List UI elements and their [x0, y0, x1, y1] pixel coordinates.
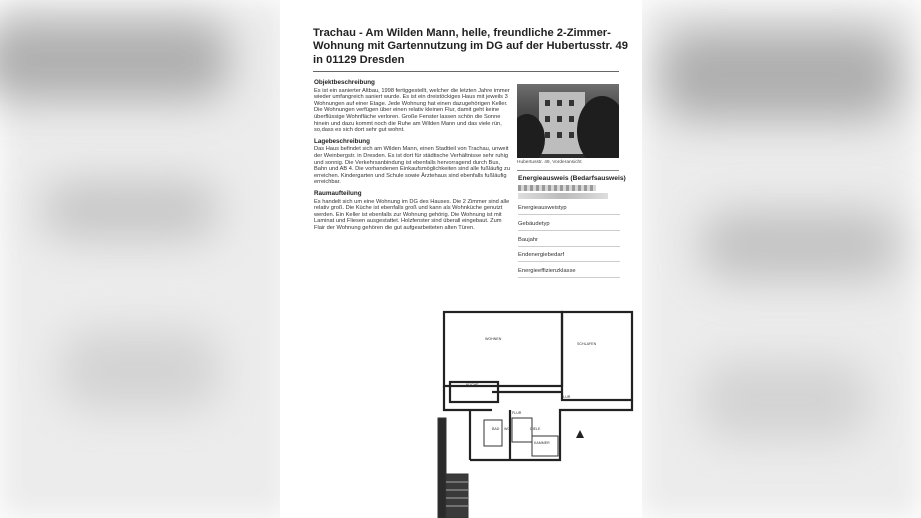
floor-plan	[280, 290, 642, 518]
energy-row-label: Endenergiebedarf	[518, 252, 565, 258]
energy-scale-gradient	[518, 193, 608, 199]
energy-row	[518, 221, 620, 227]
energy-row-label: Baujahr	[518, 237, 538, 243]
section-heading: Objektbeschreibung	[314, 79, 375, 86]
blur-blob	[60, 330, 220, 410]
section-body: Es ist ein sanierter Altbau, 1998 fertiggestellt, welcher die letzten Jahre immer wieder umfangreich saniert wurde. Es ist ein dreistöckiges Haus mit jeweils 3 Wohnungen auf einer Etage. Jede Wohnung hat einen dazugehörigen Keller. Die Wohnungen verfügen über einen relativ kleinen Flur, damit geht keine überflüssige Wohnfläche verloren. Große Fenster lassen schön die Sonne hinein und dazu kommt noch die Ruhe am Wilden Mann und das viele rün, so,dass es sich dort sehr gut wohnt.	[314, 87, 510, 134]
energy-row	[518, 252, 620, 258]
room-label: WC	[504, 427, 510, 431]
energy-certificate-title: Energieausweis (Bedarfsausweis)	[518, 175, 626, 182]
room-label: BAD	[492, 427, 500, 431]
document-title: Trachau - Am Wilden Mann, helle, freundliche 2-Zimmer-Wohnung mit Gartennutzung im DG auf der Hubertusstr. 49 in 01129 Dresden	[313, 27, 628, 66]
energy-row-label: Gebäudetyp	[518, 221, 550, 227]
energy-divider	[517, 170, 619, 171]
blur-blob	[660, 30, 900, 120]
energy-row-label: Energieausweistyp	[518, 205, 567, 211]
room-label: KAMMER	[534, 441, 550, 445]
energy-scale-bar	[518, 185, 596, 191]
section-heading: Raumaufteilung	[314, 189, 362, 197]
energy-row-label: Energieeffizienzklasse	[518, 268, 576, 274]
blur-blob	[700, 210, 900, 280]
room-label: WOHNEN	[485, 337, 502, 341]
title-divider	[313, 71, 619, 72]
section-heading: Lagebeschreibung	[314, 137, 370, 145]
blur-blob	[0, 20, 230, 100]
energy-row	[518, 237, 620, 243]
building-photo	[517, 84, 619, 158]
blur-blob	[40, 180, 220, 240]
scanned-document-page	[280, 0, 642, 518]
room-label: SCHLAFEN	[577, 342, 597, 346]
section-body: Es handelt sich um eine Wohnung im DG des Hauses. Die 2 Zimmer sind alle relativ groß. Die Küche ist ebenfalls groß und kann als Wohnküche genutzt werden. Ein Keller ist ebenfalls zur Wohnung gehörig. Die Wohnung ist mit Laminat und Fliesen ausgestattet. Holzfenster sind überall eingebaut. Zum Flair der Wohnung gehören die gut aufgearbeiteten alten Türen.	[314, 198, 510, 231]
section-body: Das Haus befindet sich am Wilden Mann, einen Stadtteil von Trachau, unweit der Weinbergstr. in Dresden. Es ist dort für städtische Verhältnisse sehr ruhig und sonnig. Die Verkehrsanbindung ist ebenfalls hervorragend durch Bus, Bahn und AB 4. Die vorhandenen Einkaufsmöglichkeiten sind alle fußläufig zu erreichen. Kindergarten und Schule sowie Ärztehaus sind ebenfalls fußläufig erreichbar.	[314, 146, 511, 186]
room-label: FLUR	[561, 395, 571, 399]
energy-row	[518, 205, 620, 211]
energy-row	[518, 268, 620, 274]
description-column	[314, 80, 512, 236]
room-label: DIELE	[530, 427, 541, 431]
photo-caption: Hubertusstr. 49, Vorderansicht	[517, 160, 582, 165]
room-label: FLUR	[512, 411, 522, 415]
room-label: KÜCHE	[466, 383, 479, 387]
blur-blob	[700, 360, 870, 440]
